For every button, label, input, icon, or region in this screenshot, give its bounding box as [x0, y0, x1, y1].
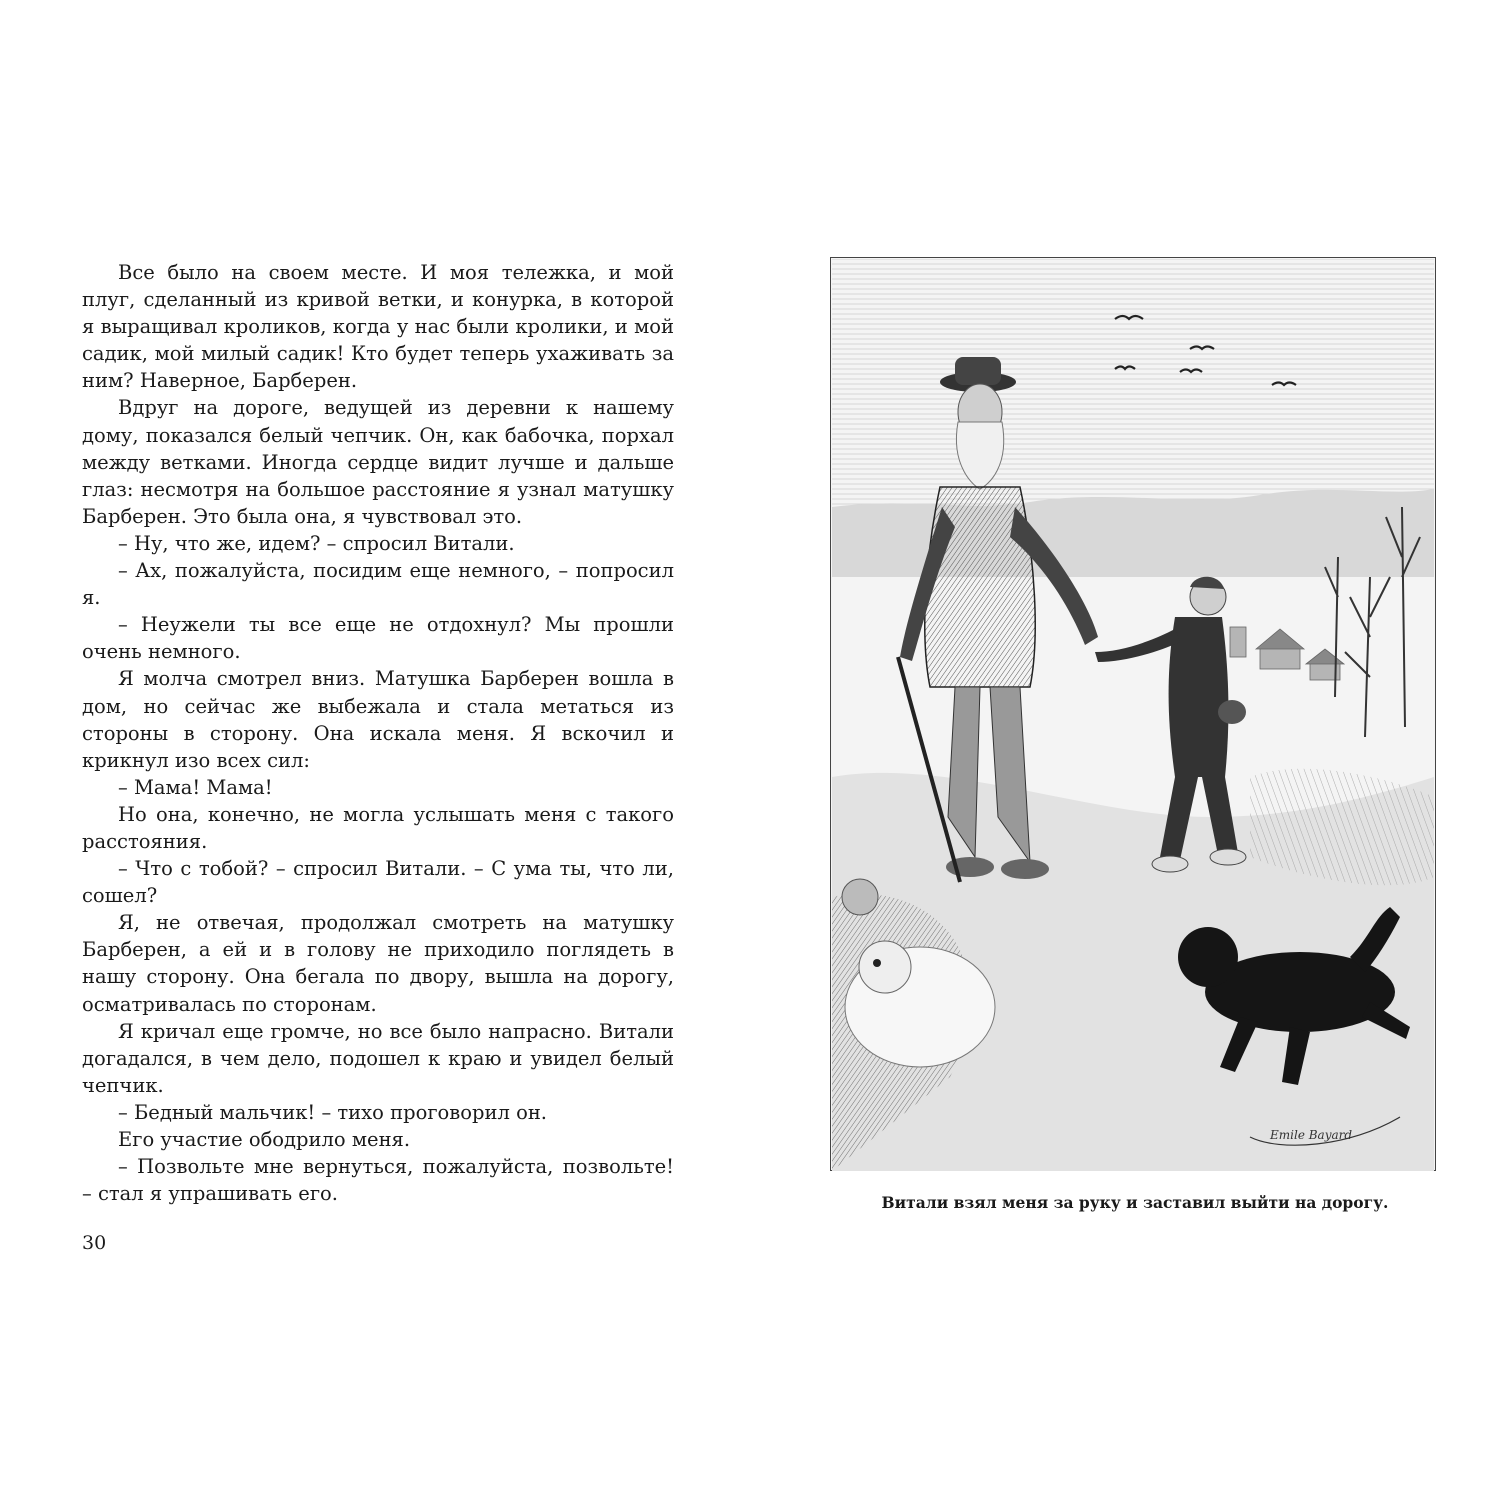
paragraph: – Неужели ты все еще не отдохнул? Мы прошли очень немного.	[82, 613, 674, 664]
page-number: 30	[82, 1232, 107, 1254]
text-column	[82, 259, 674, 1207]
svg-text:Emile Bayard: Emile Bayard	[1270, 1128, 1353, 1142]
paragraph: – Мама! Мама!	[118, 775, 273, 799]
paragraph: Но она, конечно, не могла услышать меня с такого расстояния.	[82, 802, 674, 853]
paragraph: – Ах, пожалуйста, посидим еще немного, – попросил я.	[82, 559, 674, 610]
paragraph: Я, не отвечая, продолжал смотреть на матушку Барберен, а ей и в голову не приходило поглядеть в нашу сторону. Она бегала по двору, вышла на дорогу, осматривалась по сторонам.	[82, 911, 674, 1016]
illustration-caption: Витали взял меня за руку и заставил выйти на дорогу.	[881, 1193, 1389, 1212]
illustration	[830, 257, 1436, 1171]
paragraph: Все было на своем месте. И моя тележка, и мой плуг, сделанный из кривой ветки, и конурка, в которой я выращивал кроликов, когда у нас были кролики, и мой садик, мой милый садик! Кто будет теперь ухаживать за ним? Наверное, Барберен.	[82, 261, 674, 393]
paragraph: Я молча смотрел вниз. Матушка Барберен вошла в дом, но сейчас же выбежала и стала метаться из стороны в сторону. Она искала меня. Я вскочил и крикнул изо всех сил:	[82, 667, 674, 772]
paragraph: Вдруг на дороге, ведущей из деревни к нашему дому, показался белый чепчик. Он, как бабочка, порхал между ветками. Иногда сердце видит лучше и дальше глаз: несмотря на большое расстояние я узнал матушку Барберен. Это была она, я чувствовал это.	[82, 396, 674, 528]
paragraph: Я кричал еще громче, но все было напрасно. Витали догадался, в чем дело, подошел к краю и увидел белый чепчик.	[82, 1019, 674, 1097]
sky	[832, 259, 1434, 529]
paragraph: Его участие ободрило меня.	[118, 1128, 411, 1151]
paragraph: – Бедный мальчик! – тихо проговорил он.	[118, 1100, 548, 1124]
paragraph: – Позвольте мне вернуться, пожалуйста, позвольте! – стал я упрашивать его.	[82, 1155, 674, 1206]
paragraph: – Что с тобой? – спросил Витали. – С ума ты, что ли, сошел?	[82, 857, 674, 908]
engraving-image	[830, 257, 1436, 1171]
paragraph: – Ну, что же, идем? – спросил Витали.	[118, 531, 515, 555]
